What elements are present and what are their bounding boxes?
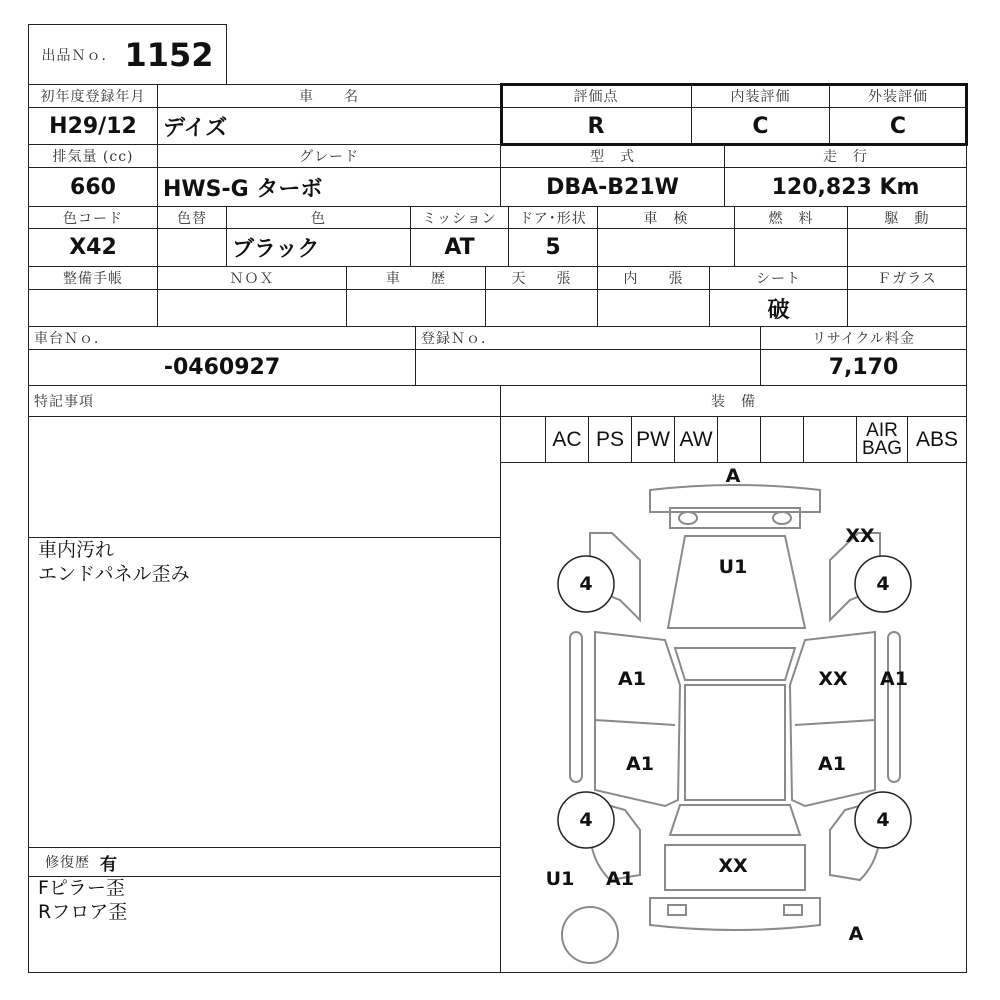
seat-value: 破 [709, 289, 848, 327]
equipment-item: AW [674, 416, 718, 463]
damage-mark: XX [718, 855, 748, 877]
mission-label: ミッション [410, 206, 509, 229]
displacement-value: 660 [28, 167, 158, 207]
grade-label: グレード [157, 144, 501, 168]
equipment-item: PS [588, 416, 632, 463]
nox-label: ＮＯＸ [157, 266, 347, 290]
color-code-label: 色コード [28, 206, 158, 229]
damage-mark: 4 [876, 809, 890, 831]
drive-label: 駆 動 [847, 206, 967, 229]
damage-mark: XX [845, 525, 875, 547]
damage-mark: A1 [618, 668, 646, 690]
door-value: 5 [508, 228, 598, 267]
interior-value: C [691, 107, 830, 145]
history-label: 車 歴 [346, 266, 486, 290]
equipment-item: AIR BAG [856, 416, 908, 463]
model-value: DBA-B21W [500, 167, 725, 207]
damage-mark: A1 [818, 753, 846, 775]
first-reg-value: H29/12 [28, 107, 158, 145]
ceiling-label: 天 張 [485, 266, 598, 290]
recycle-value: 7,170 [760, 349, 967, 386]
inspection-label: 車 検 [597, 206, 735, 229]
repair-text: Fピラー歪 Rフロア歪 [38, 877, 128, 923]
equipment-item: PW [631, 416, 675, 463]
spare-tire-icon [562, 907, 618, 963]
seat-label: シート [709, 266, 848, 290]
door-label: ドア･形状 [508, 206, 598, 229]
damage-mark: 4 [579, 573, 593, 595]
mission-value: AT [410, 228, 509, 267]
displacement-label: 排気量 (cc) [28, 144, 158, 168]
damage-mark: A1 [626, 753, 654, 775]
grade-value: HWS-G ターボ [157, 167, 501, 207]
fuel-label: 燃 料 [734, 206, 848, 229]
model-label: 型 式 [500, 144, 725, 168]
exterior-label: 外装評価 [829, 84, 967, 108]
car-name-value: デイズ [157, 107, 501, 145]
interior-label: 内装評価 [691, 84, 830, 108]
equipment-item: ABS [907, 416, 967, 463]
damage-mark: 4 [579, 809, 593, 831]
lot-label: 出品Ｎｏ． [41, 47, 117, 64]
equipment-item: AC [545, 416, 589, 463]
score-label: 評価点 [500, 84, 692, 108]
damage-mark: U1 [718, 556, 748, 578]
repair-value: 有 [100, 854, 118, 875]
color-change-label: 色替 [157, 206, 227, 229]
exterior-value: C [829, 107, 967, 145]
notes-text: 車内汚れ エンドパネル歪み [38, 539, 190, 585]
first-reg-label: 初年度登録年月 [28, 84, 158, 108]
car-name-label: 車 名 [157, 84, 501, 108]
mileage-value: 120,823 Km [724, 167, 967, 207]
chassis-label: 車台Ｎｏ． [28, 326, 416, 350]
damage-mark: A [725, 465, 741, 487]
interior-trim-label: 内 張 [597, 266, 710, 290]
equipment-label: 装 備 [500, 385, 967, 417]
color-label: 色 [226, 206, 411, 229]
damage-mark: A [848, 923, 864, 945]
damage-mark: A1 [880, 668, 908, 690]
notes-label: 特記事項 [28, 385, 501, 417]
damage-mark: A1 [606, 868, 634, 890]
damage-mark: U1 [545, 868, 575, 890]
color-value: ブラック [226, 228, 411, 267]
recycle-label: リサイクル料金 [760, 326, 967, 350]
color-code-value: X42 [28, 228, 158, 267]
mileage-label: 走 行 [724, 144, 967, 168]
chassis-value: -0460927 [28, 349, 416, 386]
lot-number: 1152 [124, 35, 214, 74]
reg-label: 登録Ｎｏ． [415, 326, 761, 350]
damage-mark: XX [818, 668, 848, 690]
damage-mark: 4 [876, 573, 890, 595]
repair-label: 修復歴 [45, 855, 90, 871]
fglass-label: Ｆガラス [847, 266, 967, 290]
service-label: 整備手帳 [28, 266, 158, 290]
score-value: R [500, 107, 692, 145]
